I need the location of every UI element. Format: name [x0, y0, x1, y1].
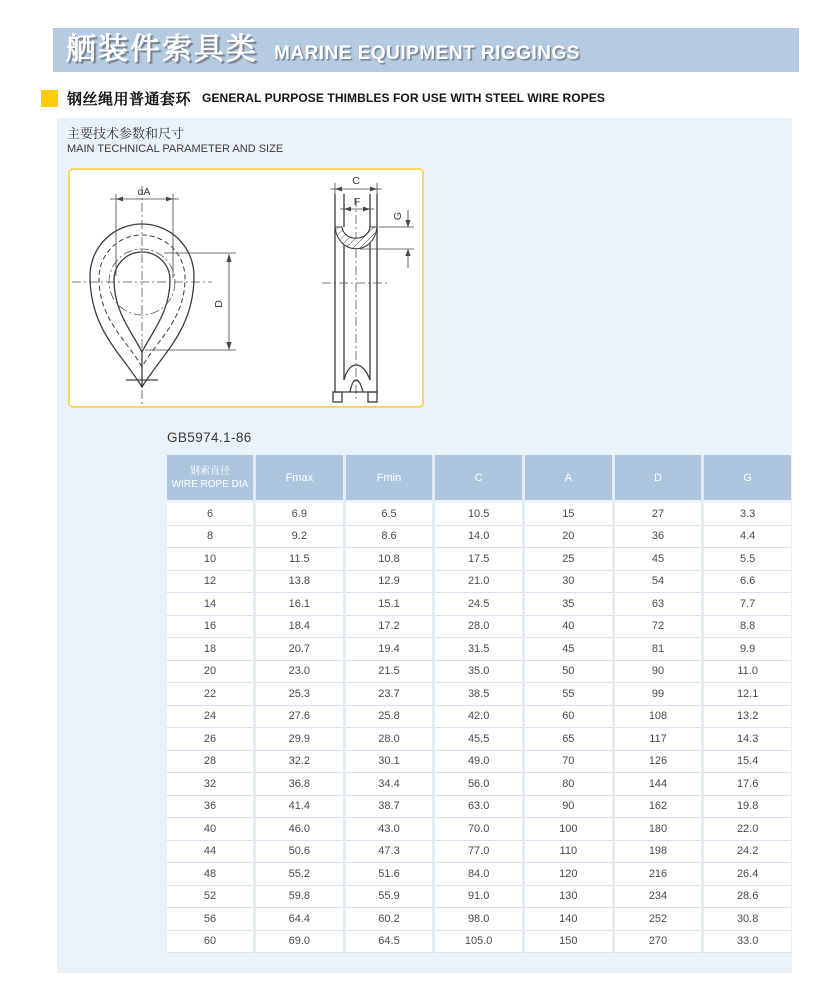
table-cell: 36.8: [256, 773, 343, 796]
table-cell: 110: [525, 841, 612, 864]
table-cell: 180: [615, 818, 702, 841]
table-cell: 25: [525, 548, 612, 571]
table-cell: 47.3: [346, 841, 433, 864]
table-cell: 19.4: [346, 638, 433, 661]
page-banner: [53, 28, 799, 72]
table-cell: 36: [615, 526, 702, 549]
table-cell: 50.6: [256, 841, 343, 864]
table-cell: 55.9: [346, 886, 433, 909]
table-cell: 10.5: [435, 503, 522, 526]
dim-label-F: F: [353, 196, 361, 208]
table-cell: 63.0: [435, 796, 522, 819]
table-cell: 12.9: [346, 571, 433, 594]
table-cell: 100: [525, 818, 612, 841]
table-cell: 60.2: [346, 908, 433, 931]
table-cell: 27: [615, 503, 702, 526]
table-cell: 140: [525, 908, 612, 931]
table-cell: 26: [167, 728, 253, 751]
table-cell: 108: [615, 706, 702, 729]
table-cell: 42.0: [435, 706, 522, 729]
content-panel: [57, 118, 792, 973]
table-cell: 28: [167, 751, 253, 774]
table-cell: 11.0: [704, 661, 791, 684]
table-cell: 21.0: [435, 571, 522, 594]
table-cell: 17.5: [435, 548, 522, 571]
table-cell: 49.0: [435, 751, 522, 774]
table-cell: 16: [167, 616, 253, 639]
table-cell: 198: [615, 841, 702, 864]
table-cell: 234: [615, 886, 702, 909]
section-title-en: MAIN TECHNICAL PARAMETER AND SIZE: [67, 143, 284, 155]
table-cell: 11.5: [256, 548, 343, 571]
table-cell: 8: [167, 526, 253, 549]
table-cell: 27.6: [256, 706, 343, 729]
table-cell: 28.6: [704, 886, 791, 909]
table-cell: 20.7: [256, 638, 343, 661]
product-subtitle: [41, 88, 605, 108]
table-cell: 35.0: [435, 661, 522, 684]
table-cell: 12.1: [704, 683, 791, 706]
header-cell: C: [435, 455, 522, 503]
table-cell: 32.2: [256, 751, 343, 774]
table-cell: 90: [525, 796, 612, 819]
table-cell: 77.0: [435, 841, 522, 864]
table-cell: 150: [525, 931, 612, 954]
header-cell: A: [525, 455, 612, 503]
banner-title-zh: 舾装件索具类: [66, 33, 258, 66]
table-cell: 64.4: [256, 908, 343, 931]
table-cell: 99: [615, 683, 702, 706]
table-cell: 55: [525, 683, 612, 706]
table-cell: 6.9: [256, 503, 343, 526]
table-cell: 70: [525, 751, 612, 774]
table-cell: 60: [525, 706, 612, 729]
table-cell: 22: [167, 683, 253, 706]
table-cell: 28.0: [435, 616, 522, 639]
table-cell: 105.0: [435, 931, 522, 954]
table-cell: 91.0: [435, 886, 522, 909]
subtitle-zh: 钢丝绳用普通套环: [67, 90, 192, 108]
header-cell: Fmin: [346, 455, 433, 503]
header-wire-rope-dia: 钢索直径 WIRE ROPE DIA: [167, 455, 253, 503]
table-cell: 15.1: [346, 593, 433, 616]
table-cell: 18.4: [256, 616, 343, 639]
table-cell: 6.6: [704, 571, 791, 594]
table-cell: 48: [167, 863, 253, 886]
table-cell: 90: [615, 661, 702, 684]
table-cell: 17.6: [704, 773, 791, 796]
table-cell: 17.2: [346, 616, 433, 639]
technical-drawing-box: [68, 168, 424, 408]
table-cell: 59.8: [256, 886, 343, 909]
table-cell: 72: [615, 616, 702, 639]
table-cell: 10.8: [346, 548, 433, 571]
table-cell: 64.5: [346, 931, 433, 954]
table-cell: 18: [167, 638, 253, 661]
dim-label-aA: ɑA: [137, 186, 151, 198]
table-cell: 20: [167, 661, 253, 684]
table-cell: 24.2: [704, 841, 791, 864]
table-cell: 38.5: [435, 683, 522, 706]
table-cell: 23.0: [256, 661, 343, 684]
table-cell: 43.0: [346, 818, 433, 841]
table-cell: 80: [525, 773, 612, 796]
yellow-bullet-square: [41, 90, 58, 107]
section-title: [67, 125, 283, 157]
table-cell: 126: [615, 751, 702, 774]
table-cell: 8.8: [704, 616, 791, 639]
table-cell: 13.2: [704, 706, 791, 729]
table-cell: 19.8: [704, 796, 791, 819]
table-cell: 29.9: [256, 728, 343, 751]
spec-table: [167, 455, 791, 953]
table-cell: 16.1: [256, 593, 343, 616]
header-cell: D: [615, 455, 702, 503]
table-cell: 34.4: [346, 773, 433, 796]
table-cell: 252: [615, 908, 702, 931]
table-cell: 8.6: [346, 526, 433, 549]
table-cell: 6.5: [346, 503, 433, 526]
table-cell: 30.8: [704, 908, 791, 931]
table-cell: 9.9: [704, 638, 791, 661]
table-cell: 30: [525, 571, 612, 594]
table-cell: 40: [167, 818, 253, 841]
table-cell: 84.0: [435, 863, 522, 886]
table-cell: 13.8: [256, 571, 343, 594]
table-cell: 35: [525, 593, 612, 616]
table-cell: 69.0: [256, 931, 343, 954]
table-cell: 32: [167, 773, 253, 796]
table-cell: 25.8: [346, 706, 433, 729]
table-cell: 31.5: [435, 638, 522, 661]
table-cell: 26.4: [704, 863, 791, 886]
table-cell: 38.7: [346, 796, 433, 819]
table-cell: 120: [525, 863, 612, 886]
table-cell: 25.3: [256, 683, 343, 706]
table-cell: 117: [615, 728, 702, 751]
banner-title-en: MARINE EQUIPMENT RIGGINGS: [274, 43, 580, 64]
table-cell: 98.0: [435, 908, 522, 931]
table-cell: 5.5: [704, 548, 791, 571]
table-cell: 9.2: [256, 526, 343, 549]
thimble-drawing: [70, 170, 422, 406]
table-cell: 45.5: [435, 728, 522, 751]
table-cell: 24: [167, 706, 253, 729]
table-cell: 40: [525, 616, 612, 639]
table-cell: 4.4: [704, 526, 791, 549]
dim-label-C: C: [352, 175, 360, 187]
table-cell: 70.0: [435, 818, 522, 841]
table-cell: 130: [525, 886, 612, 909]
table-cell: 162: [615, 796, 702, 819]
table-cell: 30.1: [346, 751, 433, 774]
dim-label-D: D: [213, 300, 225, 308]
table-cell: 63: [615, 593, 702, 616]
table-cell: 144: [615, 773, 702, 796]
table-cell: 33.0: [704, 931, 791, 954]
header-cell: G: [704, 455, 791, 503]
table-cell: 45: [525, 638, 612, 661]
table-cell: 15: [525, 503, 612, 526]
table-cell: 54: [615, 571, 702, 594]
table-cell: 60: [167, 931, 253, 954]
table-cell: 14.0: [435, 526, 522, 549]
dim-label-G: G: [392, 211, 404, 221]
table-cell: 36: [167, 796, 253, 819]
table-cell: 15.4: [704, 751, 791, 774]
front-view: [72, 186, 236, 404]
side-view: [322, 175, 414, 402]
table-cell: 24.5: [435, 593, 522, 616]
table-cell: 22.0: [704, 818, 791, 841]
table-cell: 21.5: [346, 661, 433, 684]
table-cell: 216: [615, 863, 702, 886]
table-cell: 50: [525, 661, 612, 684]
table-cell: 28.0: [346, 728, 433, 751]
table-cell: 7.7: [704, 593, 791, 616]
table-cell: 65: [525, 728, 612, 751]
table-cell: 55.2: [256, 863, 343, 886]
table-cell: 56.0: [435, 773, 522, 796]
table-cell: 14: [167, 593, 253, 616]
table-cell: 46.0: [256, 818, 343, 841]
header-cell: Fmax: [256, 455, 343, 503]
table-cell: 45: [615, 548, 702, 571]
table-cell: 3.3: [704, 503, 791, 526]
subtitle-en: GENERAL PURPOSE THIMBLES FOR USE WITH STEEL WIRE ROPES: [202, 91, 606, 105]
table-cell: 10: [167, 548, 253, 571]
table-cell: 6: [167, 503, 253, 526]
table-cell: 56: [167, 908, 253, 931]
table-cell: 51.6: [346, 863, 433, 886]
table-cell: 44: [167, 841, 253, 864]
table-cell: 52: [167, 886, 253, 909]
table-cell: 81: [615, 638, 702, 661]
table-cell: 41.4: [256, 796, 343, 819]
section-title-zh: 主要技术参数和尺寸: [67, 126, 185, 141]
table-cell: 12: [167, 571, 253, 594]
table-cell: 23.7: [346, 683, 433, 706]
table-cell: 20: [525, 526, 612, 549]
table-cell: 270: [615, 931, 702, 954]
standard-code: GB5974.1-86: [167, 430, 252, 445]
table-cell: 14.3: [704, 728, 791, 751]
